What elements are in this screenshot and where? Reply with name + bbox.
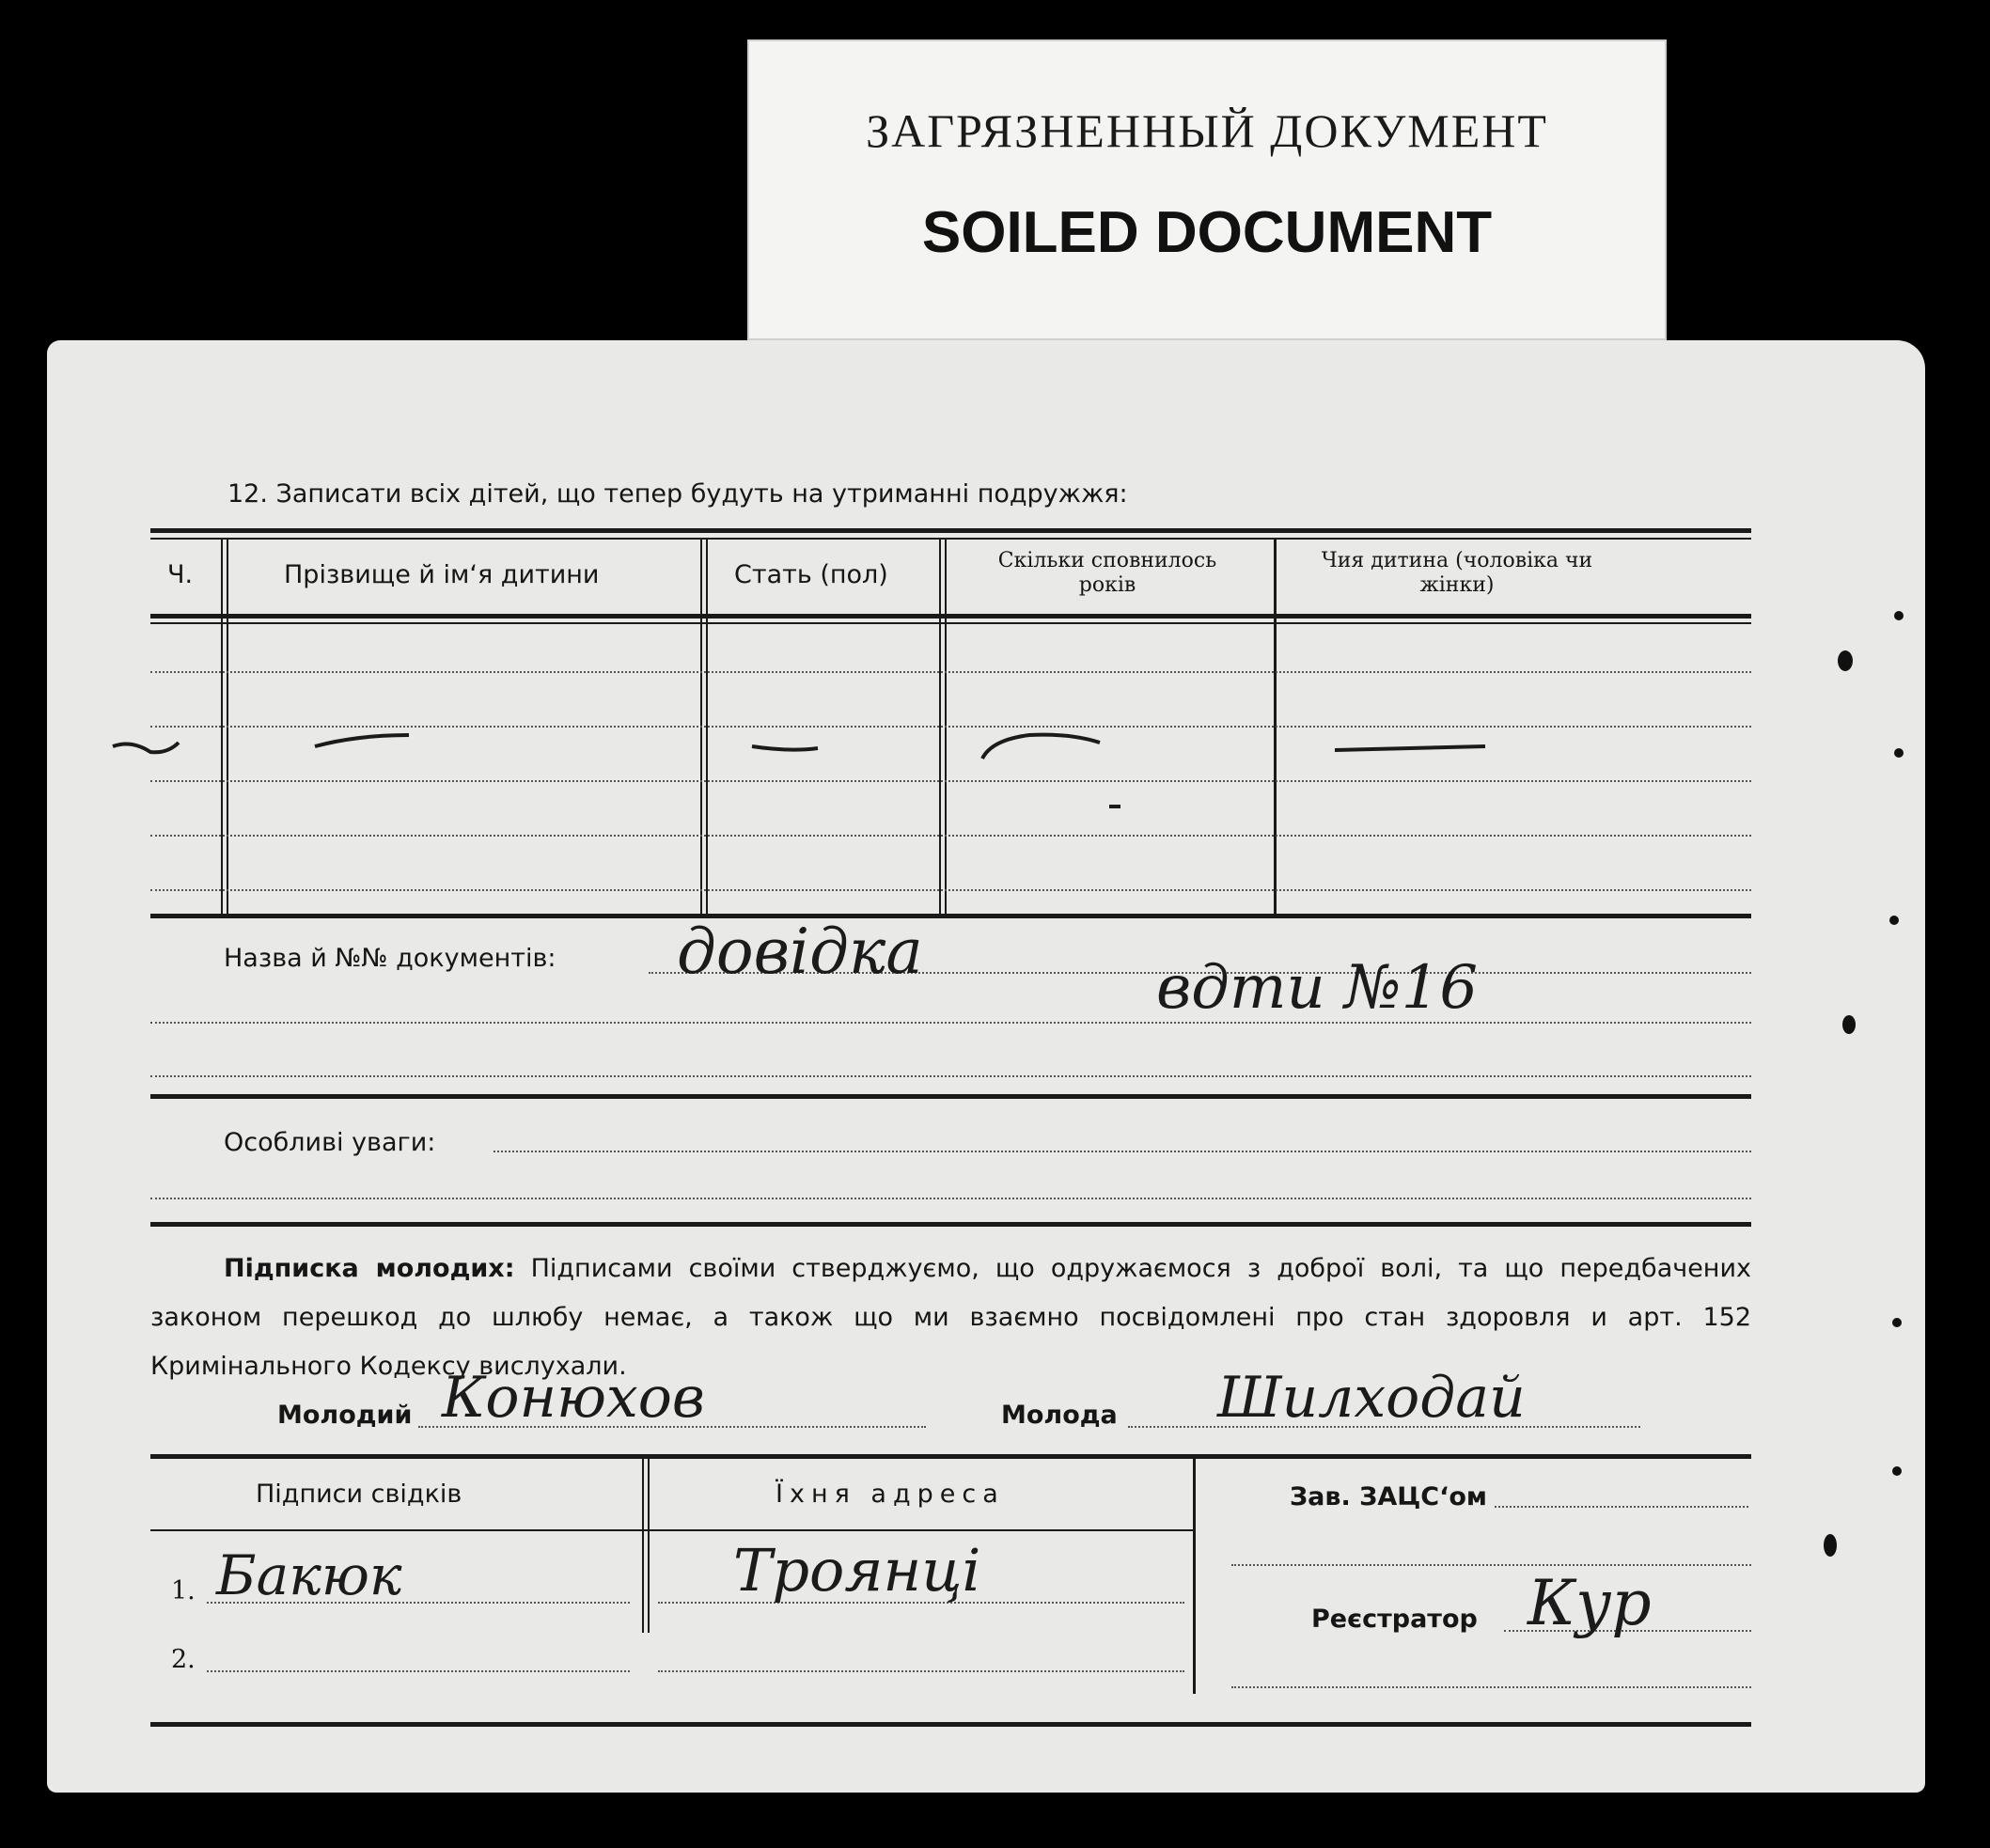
documents-label: Назва й №№ документів: <box>224 944 556 973</box>
pledge-title: Підписка молодих: <box>224 1254 515 1283</box>
special-notes-label: Особливі уваги: <box>224 1128 436 1157</box>
witness-1-address: Троянці <box>733 1536 981 1605</box>
form-sheet <box>47 340 1925 1793</box>
zags-head-label: Зав. ЗАЦС‘ом <box>1290 1482 1487 1511</box>
groom-label: Молодий <box>277 1401 413 1430</box>
column-header-number: Ч. <box>167 560 194 589</box>
witness-2-number: 2. <box>171 1645 196 1674</box>
bride-label: Молода <box>1001 1401 1118 1430</box>
registrar-signature: Кур <box>1528 1567 1652 1639</box>
column-header-child-name: Прізвище й ім‘я дитини <box>284 560 600 589</box>
witness-signatures-header: Підписи свідків <box>256 1480 462 1509</box>
pledge-text: Підписами своїми стверджуємо, що одружаємося з доброї волі, та що передбачених законом перешкод до шлюбу немає, а також що ми взаємно посвідомлені про стан здоровля и арт. 152 Кримінального Кодексу вислухали. <box>150 1254 1751 1381</box>
documents-handwriting-1: довідка <box>677 916 923 988</box>
section-12-heading: 12. Записати всіх дітей, що тепер будуть на утриманні подружжя: <box>227 479 1128 509</box>
column-header-sex: Стать (пол) <box>734 560 888 589</box>
registrar-label: Реєстратор <box>1311 1605 1478 1634</box>
groom-signature: Конюхов <box>442 1365 705 1431</box>
documents-handwriting-2: вдти №16 <box>1156 953 1479 1023</box>
label-russian: ЗАГРЯЗНЕННЫЙ ДОКУМЕНТ <box>866 104 1548 157</box>
column-header-whose-child: Чия дитина (чоловіка чи жінки) <box>1321 549 1593 597</box>
column-header-age: Скільки сповнилось років <box>997 549 1217 597</box>
blank-dash-marks <box>47 340 1925 998</box>
soiled-document-label <box>747 39 1667 340</box>
witness-1-signature: Бакюк <box>216 1543 402 1607</box>
bride-signature: Шилходай <box>1217 1365 1526 1431</box>
witness-1-number: 1. <box>171 1576 196 1605</box>
label-english: SOILED DOCUMENT <box>921 200 1493 265</box>
witness-address-header: Їхня адреса <box>776 1480 1005 1509</box>
